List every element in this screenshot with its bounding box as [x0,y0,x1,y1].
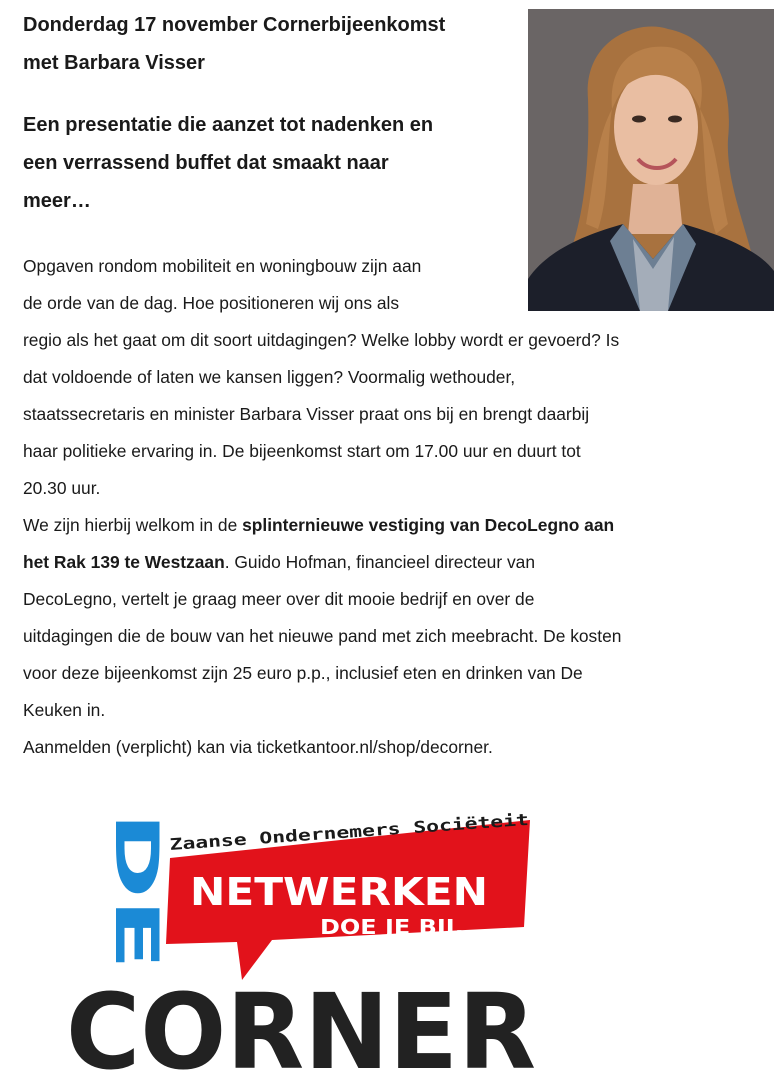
body-text-line: uitdagingen die de bouw van het nieuwe pand met zich meebracht. De kosten [23,626,622,646]
body-text-line: voor deze bijeenkomst zijn 25 euro p.p., inclusief eten en drinken van De [23,663,583,683]
body-text-line: de orde van de dag. Hoe positioneren wij ons als [23,293,400,313]
body-text-line: Keuken in. [23,700,106,720]
event-subtitle-line-1: Een presentatie die aanzet tot nadenken en [23,114,434,136]
de-corner-logo [62,812,552,1074]
event-subtitle-line-2: een verrassend buffet dat smaakt naar [23,152,389,174]
logo-bubble-main: NETWERKEN [190,870,488,914]
body-text-line [23,544,743,581]
body-text-line: regio als het gaat om dit soort uitdagingen? Welke lobby wordt er gevoerd? Is [23,330,620,350]
body-text-line: haar politieke ervaring in. De bijeenkomst start om 17.00 uur en duurt tot [23,441,581,461]
venue-address-highlight: het Rak 139 te Westzaan [23,552,225,572]
article-body [23,248,743,766]
body-text-line: DecoLegno, vertelt je graag meer over dit mooie bedrijf en over de [23,589,535,609]
body-text-line: staatssecretaris en minister Barbara Visser praat ons bij en brengt daarbij [23,404,590,424]
body-text-line [23,507,743,544]
event-subtitle [23,106,518,220]
event-title-line-2: met Barbara Visser [23,52,205,74]
body-text-line: 20.30 uur. [23,478,101,498]
logo-vertical-text: DE [101,812,171,903]
venue-highlight: splinternieuwe vestiging van DecoLegno aan [242,515,615,535]
body-text-line: dat voldoende of laten we kansen liggen? Voormalig wethouder, [23,367,516,387]
event-title [23,6,518,82]
de-corner-logo-graphic [62,812,552,1074]
body-text-normal: . Guido Hofman, financieel directeur van [224,552,536,572]
logo-wordmark: CORNER [66,971,536,1074]
logo-tagline: Zaanse Ondernemers Sociëteit [168,816,440,854]
event-title-line-1: Donderdag 17 november Cornerbijeenkomst [23,14,446,36]
body-text-normal: We zijn hierbij welkom in de [23,515,243,535]
event-subtitle-line-3: meer… [23,190,91,212]
body-text-line: Opgaven rondom mobiliteit en woningbouw zijn aan [23,256,422,276]
logo-bubble-sub: DOE JE BIJ... [320,915,482,939]
registration-text: Aanmelden (verplicht) kan via ticketkantoor.nl/shop/decorner. [23,737,493,757]
